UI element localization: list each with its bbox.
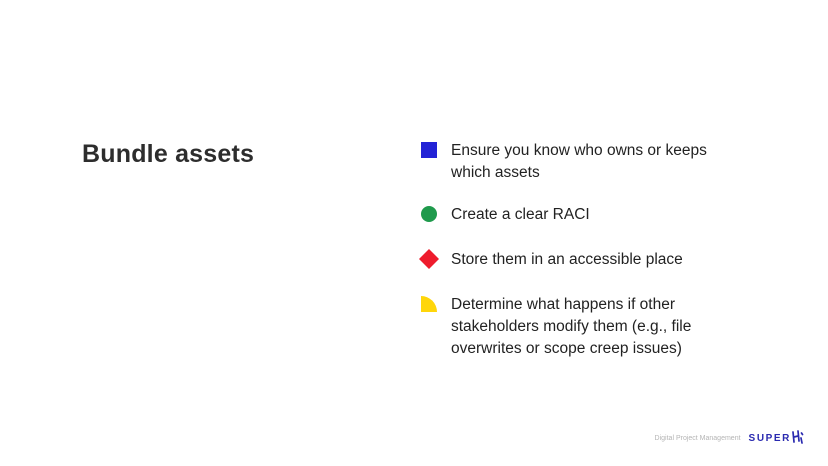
bullet-item [420,204,720,226]
diamond-icon [419,249,439,269]
superhi-logo [749,433,804,444]
quarter-circle-icon [420,295,438,313]
footer [655,433,804,444]
slide-title: Bundle assets [82,140,255,168]
bullet-text: Store them in an accessible place [451,251,683,268]
circle-icon [420,205,438,223]
bullet-item [420,249,720,271]
bullet-text: Ensure you know who owns or keeps which assets [451,142,707,181]
bullet-text: Determine what happens if other stakeholders modify them (e.g., file overwrites or scope creep issues) [451,296,692,357]
bullet-list [420,140,720,360]
logo-text: SUPER [748,433,791,444]
square-icon [420,141,438,159]
bullet-item [420,294,720,360]
logo-mark-icon [792,430,804,444]
bullet-item [420,140,720,184]
footer-caption: Digital Project Management [654,435,741,442]
bullet-text: Create a clear RACI [451,206,590,223]
